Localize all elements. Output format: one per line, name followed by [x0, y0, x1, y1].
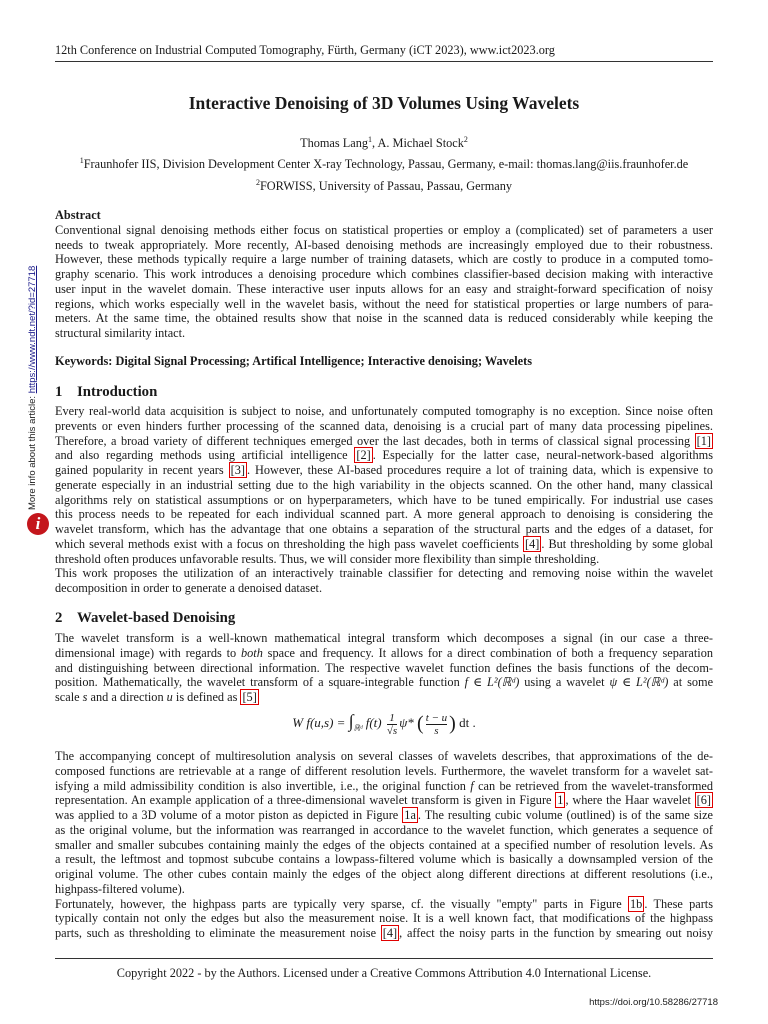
figure-link[interactable]: 1 [557, 793, 564, 808]
running-header: 12th Conference on Industrial Computed Tomography, Fürth, Germany (iCT 2023), www.ict2023.org [55, 43, 555, 57]
sidebar-article-info: More info about this article: https://www.ndt.net/?id=27718 [27, 265, 38, 510]
math-inline: f ∈ L²(ℝᵈ) [464, 675, 520, 690]
citation-link[interactable]: [2] [356, 448, 371, 463]
section-2-body-2: The accompanying concept of multiresolution analysis on several classes of wavelets describes, that approximations of the de- composed functions are retrievable at a range of different resolution levels. Furthermore, the wavelet transform for a wavelet sat- isfying a mild admissibility condition is also invertible, i.e., the original function f can be retrieved from the wavelet-transformed representation. An example application of a three-dimensional wavelet transform is given in Figure 1 , where the Haar wavelet [6] was applied to a 3D volume of a motor piston as depicted in Figure 1a . The resulting cubic volume (outlined) is of the same size as the original volume, but the information was rearranged in accordance to the wavelet function, which generates a sequence of smaller and smaller subcubes containing mainly the edges of the objects contained at a specified number of resolution levels. As a result, the leftmost and topmost subcube contains a lowpass-filtered volume which is basically a downsampled version of the original volume. The other cubes contain mainly the edges of the object along different directions at different resolutions (i.e., highpass-filtered volume). Fortunately, however, the highpass parts are typically very sparse, cf. the visually "empty" parts in Figure 1b . These parts typically contain not only the edges but also the measurement noise. It is a well known fact, that modifications of the highpass parts, such as thresholding to eliminate the measurement noise [4] , affect the noisy parts in the function by smearing out noisy [55, 749, 714, 940]
section-1-heading: 1 Introduction [55, 384, 158, 400]
citation-link[interactable]: [4] [524, 536, 540, 551]
header-rule [55, 61, 713, 62]
citation-link[interactable]: [6] [696, 793, 711, 808]
citation-link[interactable]: [4] [382, 926, 398, 940]
keywords: Keywords: Digital Signal Processing; Artifical Intelligence; Interactive denoising; Wavelets [55, 354, 533, 368]
abstract: Abstract Conventional signal denoising methods either focus on statistical properties or employ a (complicated) set of parameters a user needs to tweak appropriately. More recently, AI-based denoising methods are increasingly employed due to their robustness. However, these methods typically require a large number of training datasets, which are costly to produce in a computed tomo- graphy scenario. This work introduces a denoising procedure which combines classifier-based decision making with interactive user input in the wavelet domain. These interactive user inputs allows for an easy and straight-forward specification of noisy regions, which works especially well in the wavelet basis, without the need for statistical properties or large numbers of para- meters. At the same time, the obtained results show that noise in the scanned data is reduced considerably while keeping the structural similarity intact. [55, 208, 713, 340]
abstract-heading: Abstract [55, 208, 101, 222]
affiliation-2: $^2$FORWISS, University of Passau, Passau, Germany [255, 177, 513, 193]
figure-link[interactable]: 1a [404, 808, 416, 822]
citation-link[interactable]: [5] [242, 690, 257, 704]
footer-rule [55, 958, 713, 959]
copyright-notice: Copyright 2022 - by the Authors. Licensed under a Creative Commons Attribution 4.0 International License. [116, 966, 652, 980]
author-2: A. Michael Stock [377, 136, 464, 150]
wavelet-transform-formula: W $f(u,s) = \int_{ℝᵈ}$ f(t) $\frac{1}{√s}$ ψ* ( $\frac{t - u}{s}$ ) dt . [292, 711, 476, 737]
article-info-link[interactable]: https://www.ndt.net/?id=27718 [27, 265, 38, 394]
paper-title: Interactive Denoising of 3D Volumes Using Wavelets [188, 93, 580, 113]
section-1-body: Every real-world data acquisition is subject to noise, and unfortunately computed tomography is no exception. Since noise often prevents or even hinders further processing of the scanned data, denoising is a crucial part of many data processing pipelines. Therefore, a broad variety of different techniques emerged over the last decades, both in terms of classical signal processing [1] and also regarding methods using artificial intelligence [2] . Especially for the latter case, neural-network-based algorithms gained popularity in recent years [3] . However, these AI-based procedures require a lot of training data, which is expensive to generate especially in an industrial setting due to the high variability in the objects scanned. On the other hand, many classical algorithms rely on statistical assumptions or on hyperparameters, which have to be tuned empirically. For industrial use cases this process needs to be repeated for each individual scanned part. A more general approach to denoising is considering the wavelet transform, which has the advantage that one obtains a separation of the structural parts and the edges of a dataset, for which several methods exist with a focus on thresholding the high pass wavelet coefficients [4] . But thresholding by some global threshold often produces unfavorable results. Thus, we will consider more flexibility than simple thresholding. This work proposes the utilization of an interactively trainable classifier for detecting and removing noise within the wavelet decomposition in order to generate a denoised dataset. [55, 404, 713, 595]
section-2-heading: 2 Wavelet-based Denoising [55, 610, 236, 626]
figure-link[interactable]: 1b [630, 896, 643, 911]
author-list: Thomas Lang$^1$, A. Michael Stock$^2$ [300, 134, 468, 150]
info-icon[interactable]: i [27, 513, 49, 535]
citation-link[interactable]: [3] [230, 463, 245, 477]
affiliation-1: $^1$Fraunhofer IIS, Division Development Center X-ray Technology, Passau, Germany, e-mail: thomas.lang@iis.fraunhofer.de [79, 155, 689, 171]
math-inline: ψ ∈ L²(ℝᵈ) [609, 675, 669, 690]
section-2-body-1: The wavelet transform is a well-known mathematical integral transform which decomposes a signal (in our case a three- dimensional image) with regards to both space and frequency. It allows for a direct combination of both a frequency separation and distinguishing between directional information. The respective wavelet function defines the basis functions of the decom- position. Mathematically, the wavelet transform of a square-integrable function f ∈ L²(ℝᵈ) using a wavelet ψ ∈ L²(ℝᵈ) at some scale s and a direction u is defined as [5] [55, 631, 714, 704]
citation-link[interactable]: [1] [696, 433, 711, 448]
author-1: Thomas Lang [300, 136, 369, 150]
doi-link[interactable]: https://doi.org/10.58286/27718 [589, 997, 718, 1008]
